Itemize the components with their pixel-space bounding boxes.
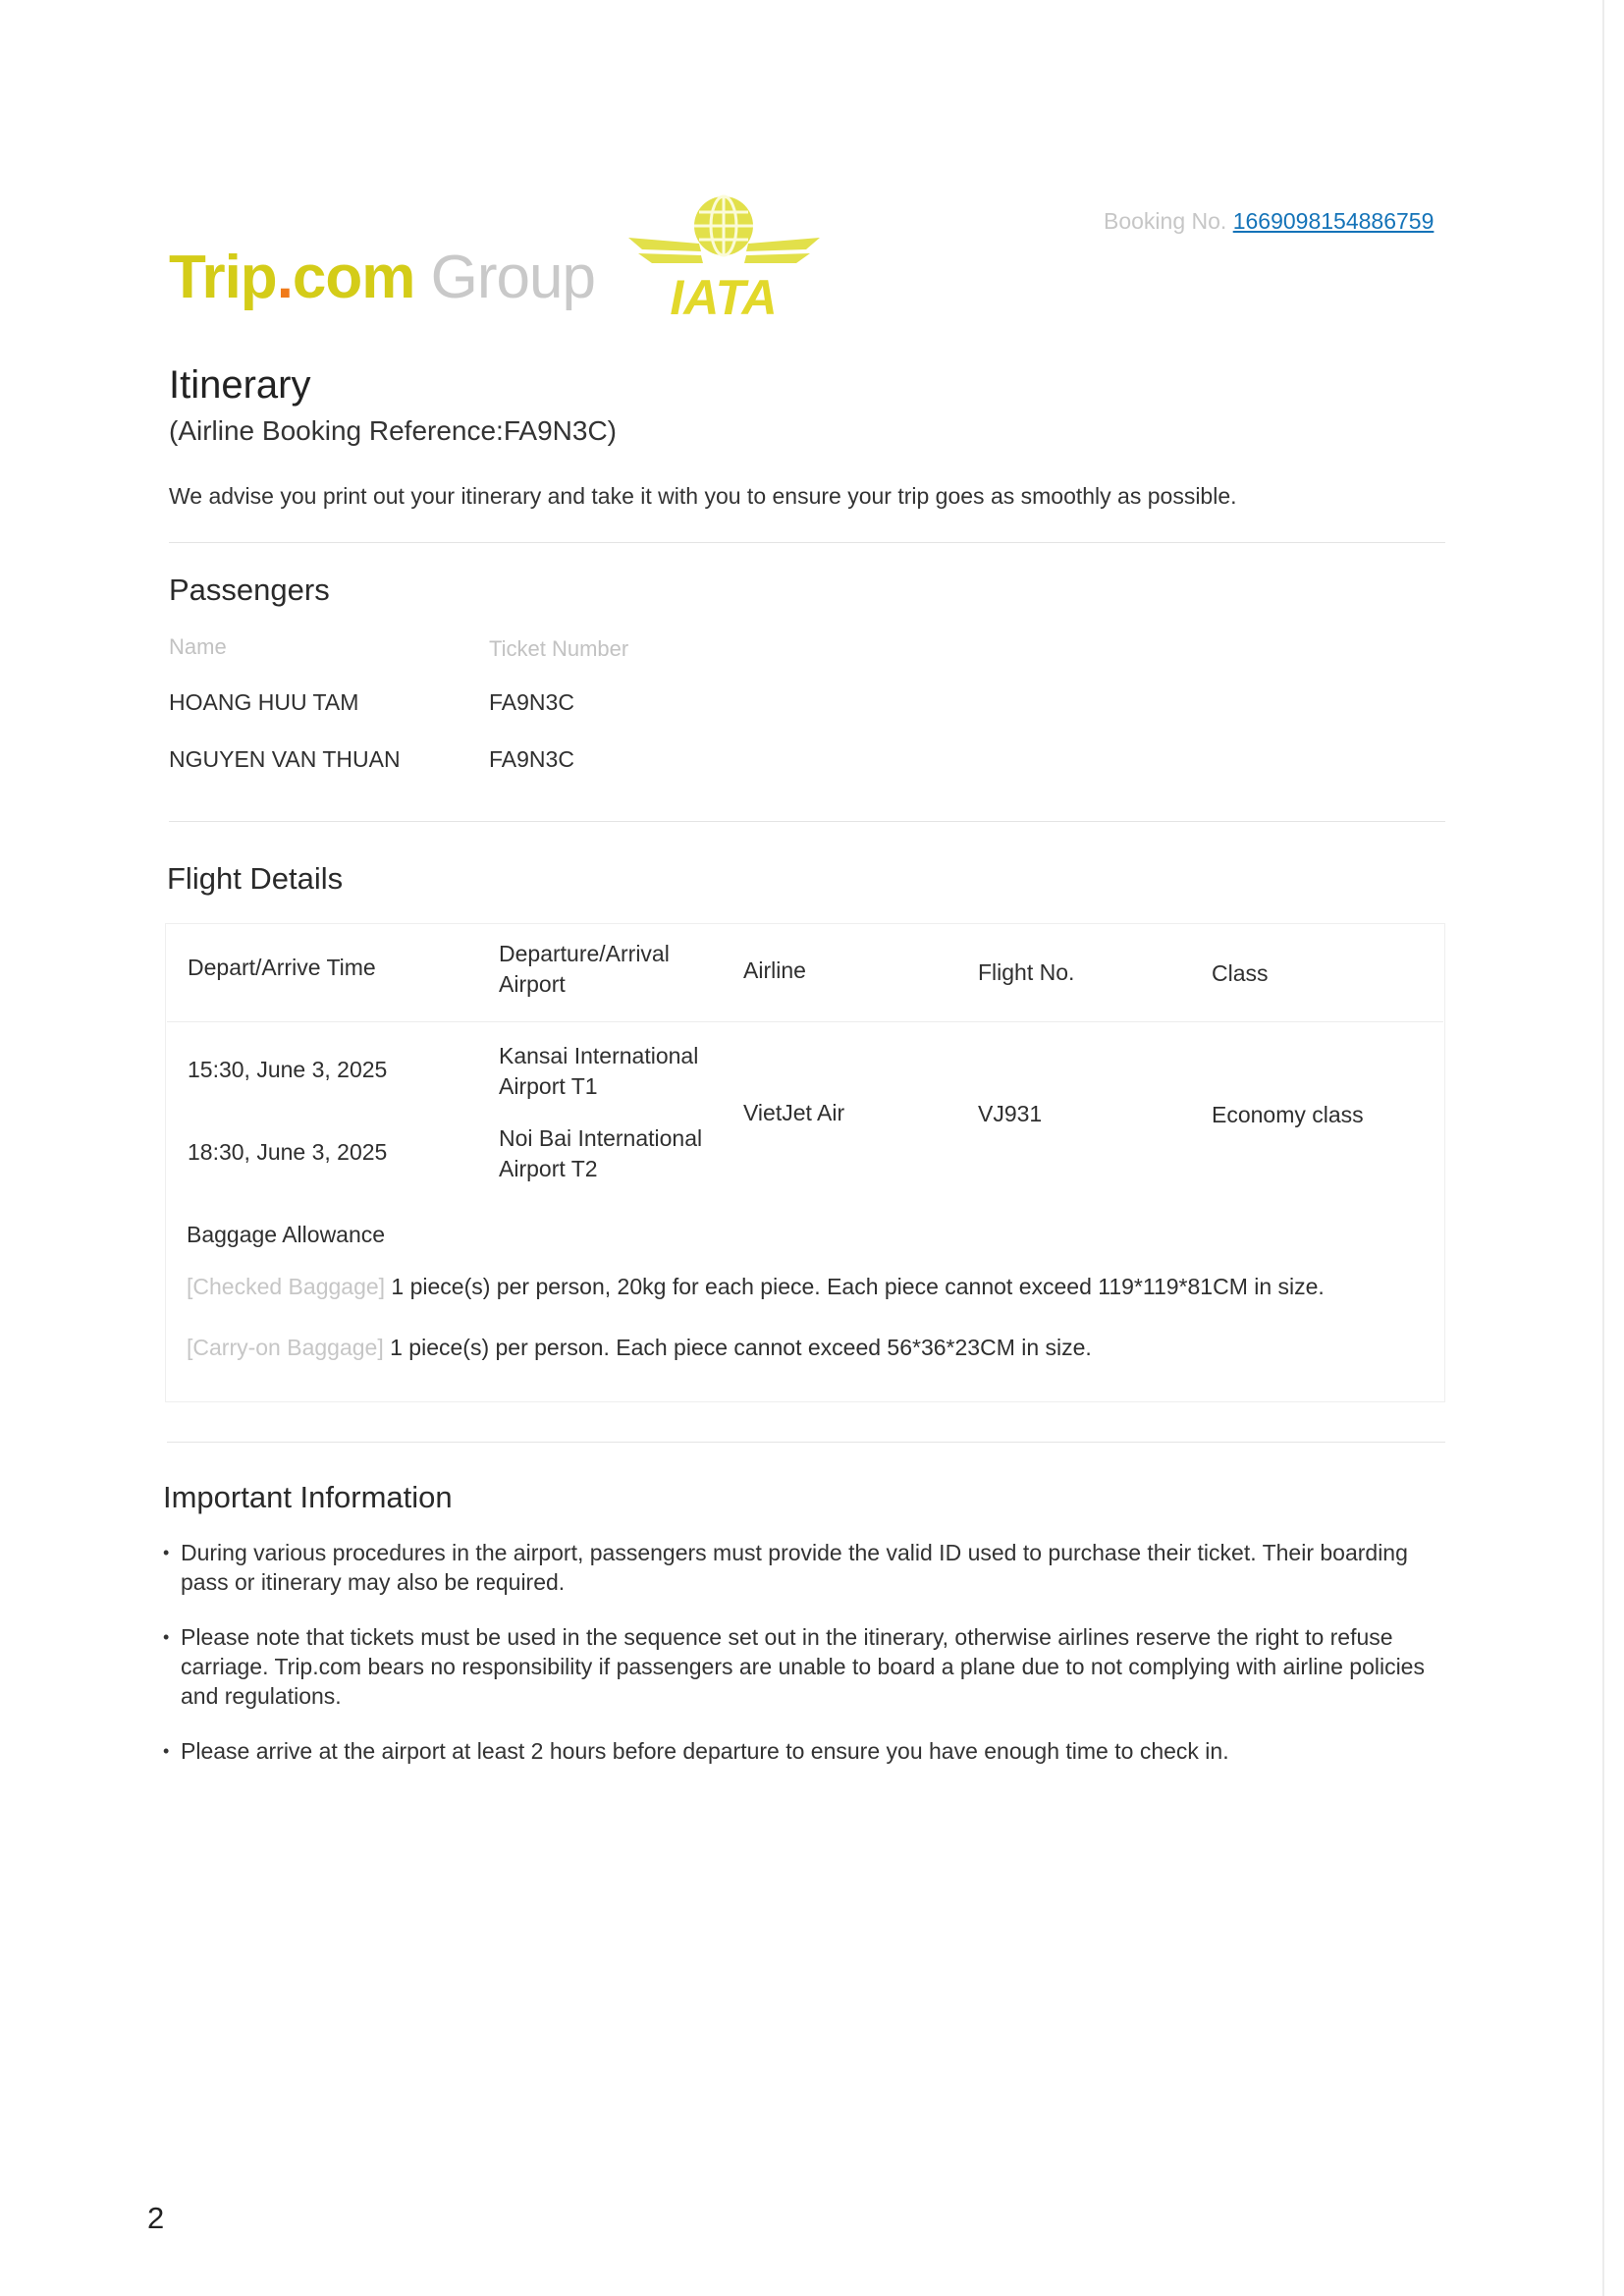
carry-on-baggage-text: 1 piece(s) per person. Each piece cannot exceed 56*36*23CM in size. bbox=[383, 1335, 1092, 1360]
bullet-icon: • bbox=[163, 1543, 170, 1562]
table-header-divider bbox=[167, 1021, 1443, 1022]
page-title: Itinerary bbox=[169, 363, 311, 407]
header-departure-arrival-airport: Departure/Arrival Airport bbox=[499, 941, 670, 997]
passenger-ticket-number: FA9N3C bbox=[489, 689, 574, 715]
ticket-number-header: Ticket Number bbox=[489, 636, 629, 661]
departure-airport: Kansai International Airport T1 bbox=[499, 1043, 699, 1099]
arrival-airport: Noi Bai International Airport T2 bbox=[499, 1125, 703, 1181]
info-item-text: During various procedures in the airport, passengers must provide the valid ID used to purchase their ticket. Their boarding pass or itinerary may also be required. bbox=[181, 1540, 1408, 1595]
trip-logo-dot: . bbox=[276, 244, 293, 311]
airline-booking-reference: (Airline Booking Reference:FA9N3C) bbox=[169, 415, 617, 446]
carry-on-baggage-tag: [Carry-on Baggage] bbox=[187, 1335, 384, 1360]
divider bbox=[169, 821, 1445, 822]
booking-number-label: Booking No. bbox=[1104, 208, 1227, 234]
checked-baggage-text: 1 piece(s) per person, 20kg for each piece. Each piece cannot exceed 119*119*81CM in size. bbox=[385, 1274, 1325, 1299]
bullet-icon: • bbox=[163, 1627, 170, 1647]
info-item-text: Please note that tickets must be used in the sequence set out in the itinerary, otherwise airlines reserve the right to refuse carriage. Trip.com bears no responsibility if passengers are unable to board a plane due to not complying with airline policies and regulations. bbox=[181, 1624, 1425, 1709]
divider bbox=[167, 1442, 1445, 1443]
header-class: Class bbox=[1212, 960, 1269, 986]
passenger-ticket-number: FA9N3C bbox=[489, 746, 574, 772]
page-number: 2 bbox=[147, 2201, 165, 2235]
passenger-name: NGUYEN VAN THUAN bbox=[169, 746, 401, 772]
info-item bbox=[163, 1622, 1459, 1711]
trip-logo-trip: Trip bbox=[169, 244, 277, 311]
passengers-section-title: Passengers bbox=[169, 573, 330, 607]
page-edge bbox=[1602, 0, 1604, 2296]
header-flight-no: Flight No. bbox=[978, 959, 1075, 985]
passenger-name-header: Name bbox=[169, 634, 227, 659]
cabin-class: Economy class bbox=[1212, 1102, 1364, 1127]
info-item bbox=[163, 1736, 1459, 1766]
iata-logo-text: IATA bbox=[670, 270, 778, 320]
booking-number bbox=[1104, 206, 1434, 236]
header-airline: Airline bbox=[743, 957, 806, 983]
flight-number: VJ931 bbox=[978, 1101, 1043, 1126]
carry-on-baggage-line bbox=[187, 1333, 1092, 1362]
trip-logo-brand bbox=[169, 244, 414, 311]
trip-com-group-logo bbox=[169, 244, 595, 312]
passenger-name: HOANG HUU TAM bbox=[169, 689, 359, 715]
important-information-title: Important Information bbox=[163, 1480, 453, 1514]
print-advice: We advise you print out your itinerary and take it with you to ensure your trip goes as smoothly as possible. bbox=[169, 483, 1237, 509]
depart-time: 15:30, June 3, 2025 bbox=[188, 1057, 388, 1082]
checked-baggage-line bbox=[187, 1272, 1325, 1301]
checked-baggage-tag: [Checked Baggage] bbox=[187, 1274, 386, 1299]
trip-logo-group: Group bbox=[414, 244, 595, 311]
baggage-allowance-title: Baggage Allowance bbox=[187, 1222, 386, 1247]
info-item bbox=[163, 1538, 1459, 1597]
info-item-text: Please arrive at the airport at least 2 hours before departure to ensure you have enough time to check in. bbox=[181, 1738, 1229, 1764]
bullet-icon: • bbox=[163, 1741, 170, 1761]
trip-logo-com: com bbox=[292, 244, 415, 311]
flight-details-section-title: Flight Details bbox=[167, 861, 344, 896]
divider bbox=[169, 542, 1445, 543]
header-depart-arrive-time: Depart/Arrive Time bbox=[188, 955, 376, 980]
arrive-time: 18:30, June 3, 2025 bbox=[188, 1139, 388, 1165]
airline-name: VietJet Air bbox=[743, 1100, 845, 1125]
iata-logo bbox=[628, 192, 820, 320]
booking-number-link[interactable]: 1669098154886759 bbox=[1232, 208, 1435, 234]
